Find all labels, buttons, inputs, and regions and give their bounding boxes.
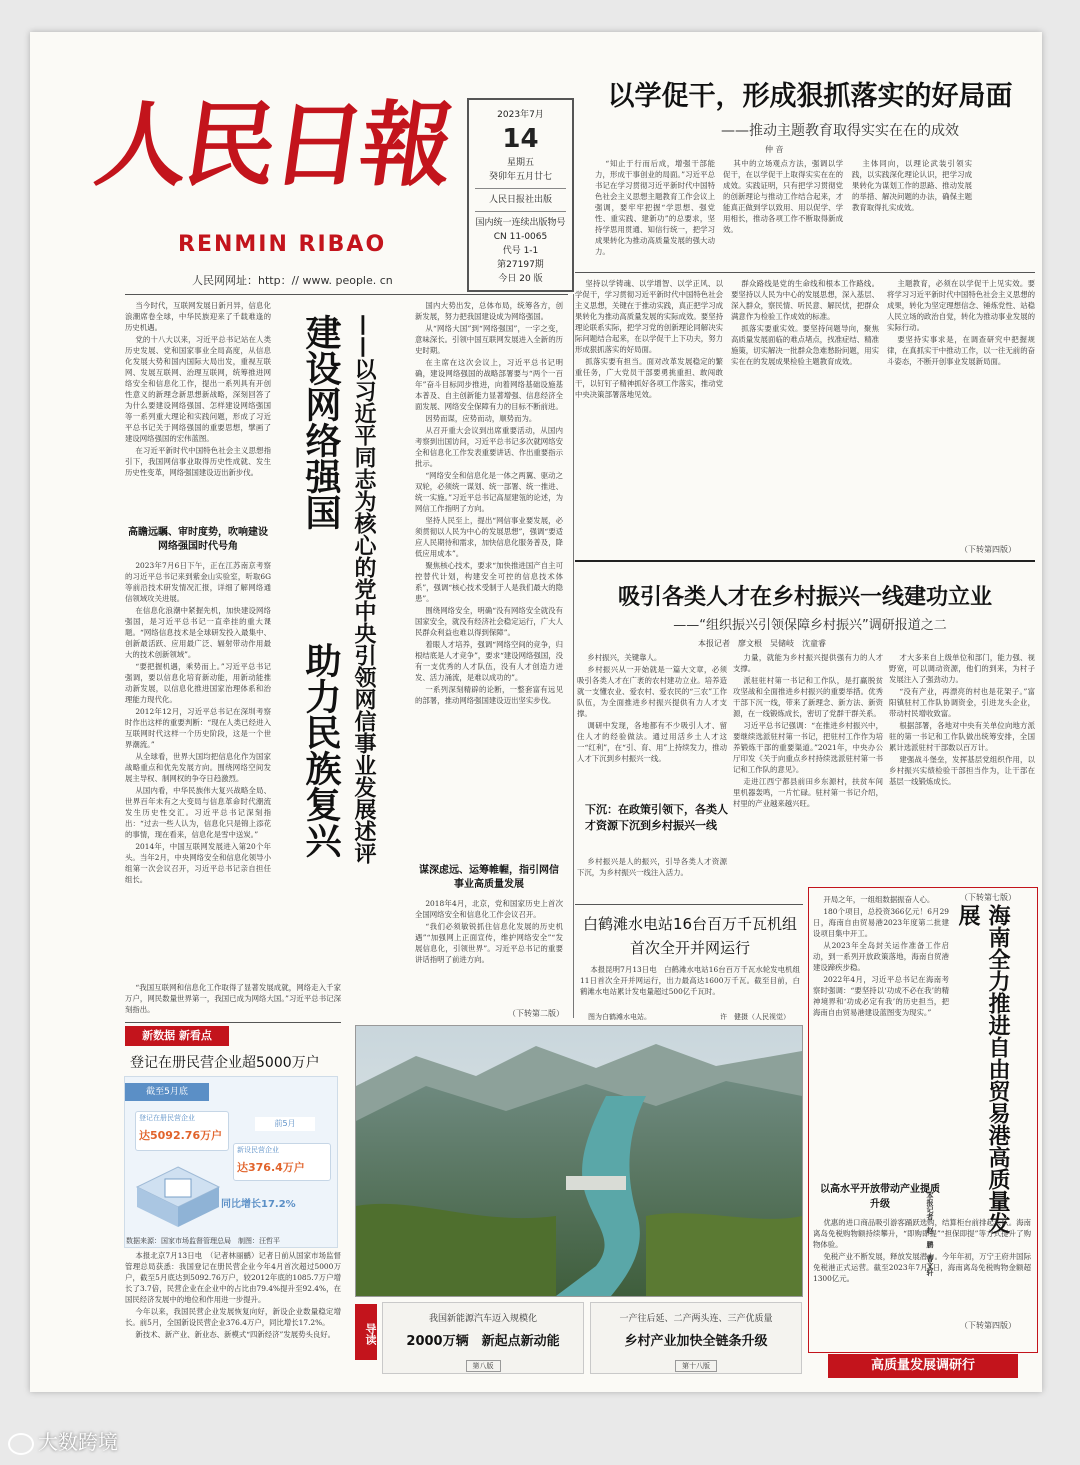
hydro-text: 本报昆明7月13日电 白鹤滩水电站16台百万千瓦水轮发电机组11日首次全开并网运行，出力最高达1600万千瓦。截至目前，白鹤滩水电站累计发电量超过500亿千瓦时。 [580, 965, 800, 996]
lead-author: 仲 音 [765, 145, 784, 154]
guide-item-2-page[interactable]: 第十八版 [675, 1360, 717, 1372]
main-col1-b: 2023年7月6日下午，正在江苏南京考察的习近平总书记来到紫金山实验室，听取6G等前沿技术研发情况汇报，详细了解网络通信领域攻关进展。 在信息化浪潮中紧握先机，加快建设网络强国，是习近平总书记一直牵挂的重大课题。“网络信息技术是全球研发投入最集中、创新最活跃、应用最广泛、辐射带动作用最大的技术创新领域”。 “要把握机遇，乘势而上。”习近平总书记强调，要以信息化培育新动能，用新动能推动新发展，以信息化推进国家治理体系和治理能力现代化。 2012年12月，习近平总书记在深圳考察时作出这样的重要判断：“现在人类已经进入互联网时代这样一个历史阶段，这是一个世界潮流。” 从全球看，世界大国均把信息化作为国家战略重点和优先发展方向。围绕网络空间发展主导权、制网权的争夺日趋激烈。 从国内看，中华民族伟大复兴战略全局、世界百年未有之大变局与信息革命时代潮流发生历史性交汇。习近平总书记深刻指出：“过去一些人认为，信息化只是锦上添花的事情，现在看来，信息化是雪中送炭。” 2014年，中国互联网发展进入第20个年头。当年2月，中央网络安全和信息化领导小组第一次会议召开，习近平总书记亲自担任组长。 [125, 561, 271, 884]
lead-col5: 群众路线是党的生命线和根本工作路线。要坚持以人民为中心的发展思想，深入基层、深入群众，察民情、听民意、解民忧，把群众满意作为检验工作成效的标准。 抓落实要重实效。要坚持问题导向，聚焦高质量发展面临的难点堵点，找准症结、精准施策，切实解决一批群众急难愁盼问题，用实实在在的发展成果检验主题教育成效。 [731, 279, 879, 366]
guide-item-2-line2: 乡村产业加快全链条升级 [624, 1334, 768, 1349]
chart-label-2: 前5月 [255, 1117, 315, 1131]
hainan-title: 海南全力推进自由贸易港高质量发展 [955, 904, 1010, 1234]
watermark-logo-icon [8, 1433, 34, 1455]
main-title-a: 建设网络强国 [300, 314, 341, 530]
main-col2-b: 2018年4月，北京，党和国家历史上首次全国网络安全和信息化工作会议召开。 “我们必须敏锐抓住信息化发展的历史机遇”“加强网上正面宣传，维护网络安全”“发展信息化，引领世界”。习近平总书记的重要讲话指明了前进方向。 [415, 899, 563, 964]
chart-label-4: 同比增长17.2% [221, 1199, 296, 1210]
hydro-title: 白鹤滩水电站16台百万千瓦机组首次全开并网运行 [582, 915, 798, 957]
data-chart [124, 1076, 338, 1248]
main-col1-c: “我国互联网和信息化工作取得了显著发展成就，网络走入千家万户，网民数量世界第一，我国已成为网络大国。”习近平总书记深刻指出。 [125, 983, 341, 1014]
lead-col4: 坚持以学铸魂、以学增智、以学正风、以学促干，学习贯彻习近平新时代中国特色社会主义思想，关键在于推动实践，真正把学习成果转化为推动高质量发展的实际成效。要坚持理论联系实际，把学习党的创新理论同解决实际问题结合起来，在以学促干上下功夫，努力形成狠抓落实的好局面。 抓落实要有担当。面对改革发展稳定的繁重任务，广大党员干部要勇挑重担、敢闯敢干，以钉钉子精神抓好各项工作落实，推动党中央决策部署落地见效。 [575, 279, 723, 399]
main-title-b: 助力民族复兴 [300, 642, 341, 858]
rural-col2: 力量，就能为乡村振兴提供强有力的人才支撑。 派驻驻村第一书记和工作队，是打赢脱贫攻坚战和全面推进乡村振兴的重要举措。优秀干部下沉一线，带来了新理念、新方法、新资源，在一线锻炼成长，密切了党群干群关系。 习近平总书记强调：“在推进乡村振兴中，要继续选派驻村第一书记，把驻村工作作为培养锻炼干部的重要渠道。”2021年，中央办公厅印发《关于向重点乡村持续选派驻村第一书记和工作队的意见》。 走进江西宁都县前田乡东源村，扶贫车间里机器轰鸣，一片忙碌。驻村第一书记介绍，村里的产业越来越兴旺。 [733, 653, 883, 808]
lead-subtitle: ——推动主题教育取得实实在在的成效 [721, 123, 959, 139]
chart-label-3: 新设民营企业 [237, 1146, 279, 1154]
pub-code-2: CN 11-0065 [493, 232, 548, 242]
main-more: （下转第二版） [508, 1009, 564, 1018]
website-url: 人民网网址：http：// www. people. cn [192, 274, 393, 287]
lead-col2: 其中的立场观点方法，强调以学促干，在以学促干上取得实实在在的成效。实践证明，只有把学习贯彻党的创新理论与推动工作结合起来，才能真正做到学以致用、用以促学、学用相长，推动各项工作不断取得新成效。 [723, 159, 843, 234]
hainan-col2: 优惠的进口商品吸引游客踊跃选购，结算柜台前排起长队。海南离岛免税购物额持续攀升，“即购即提”“担保即提”等方式提升了购物体验。 免税产业不断发展，释放发展潜力。今年年初，万宁王府井国际免税港正式运营。截至2023年7月1日，海南离岛免税购物金额超1300亿元。 [813, 1218, 1031, 1283]
guide-item-2-line1: 一产往后延、二产两头连、三产优质量 [619, 1314, 773, 1324]
guide-tag: 导读 [355, 1304, 377, 1360]
page-count: 今日 20 版 [498, 274, 543, 284]
rural-col3: 才大多来自上级单位和部门，能力强、视野宽，可以调动资源，他们的到来，为村子发展注入了强劲动力。 “没有产业，再漂亮的村也是花架子。”富阳镇驻村工作队协调资金，引进龙头企业，带动村民增收致富。 根据部署，各地对中央有关单位向地方派驻的第一书记和工作队做出统筹安排，全国累计选派驻村干部数以百万计。 建强战斗堡垒，发挥基层党组织作用，以乡村振兴实绩检验干部担当作为，让干部在基层一线锻炼成长。 [889, 653, 1035, 786]
lead-col1: “知止于行而后成，增强干部能力，形成干事创业的局面。”习近平总书记在学习贯彻习近平新时代中国特色社会主义思想主题教育工作会议上强调，要牢牢把握“学思想、强党性、重实践、建新功”的总要求，坚持学思用贯通、知信行统一，把学习成果转化为推动高质量发展的强大动力。 [595, 159, 715, 256]
date-lunar: 癸卯年五月廿七 [488, 172, 552, 182]
lead-col3: 主体同向，以理论武装引领实践，以实践深化理论认识，把学习成果转化为谋划工作的思路、推动发展的举措、解决问题的办法，确保主题教育取得扎实成效。 [852, 159, 972, 212]
hydro-credit: 许 健摄（人民视觉） [720, 1013, 790, 1021]
newspaper-page [30, 32, 1042, 1392]
issue-number: 第27197期 [497, 260, 544, 270]
masthead-pinyin: RENMIN RIBAO [178, 232, 387, 257]
data-text: 本报北京7月13日电 （记者林丽鹂）记者日前从国家市场监督管理总局获悉：我国登记在册民营企业今年4月首次超过5000万户，截至5月底达到5092.76万户，较2012年底的1085.7万户增长了3.7倍，民营企业在企业中的占比由79.4%提升至92.4%，在国民经济发展中的地位和作用进一步提升。 今年以来，我国民营企业发展恢复向好，新设企业数量稳定增长。前5月，全国新设民营企业376.4万户，同比增长17.2%。 新技术、新产业、新业态、新模式“四新经济”发展势头良好。 [125, 1251, 341, 1339]
masthead-logo: 人民日報 [89, 91, 457, 199]
guide-item-1-page[interactable]: 第八版 [466, 1360, 501, 1372]
publisher: 人民日报社出版 [488, 195, 552, 205]
rural-subtitle: ——“组织振兴引领保障乡村振兴”调研报道之二 [673, 618, 947, 633]
rural-pull-quote: 下沉：在政策引领下，各类人才资源下沉到乡村振兴一线 [585, 803, 728, 832]
hainan-badge: 高质量发展调研行 [828, 1354, 1018, 1378]
main-sub1: 高瞻远瞩、审时度势，吹响建设网络强国时代号角 [128, 527, 268, 552]
date-year-month: 2023年7月 [497, 110, 544, 120]
rural-col1: 乡村振兴，关键靠人。 乡村振兴从一开始就是一篇大文章，必须吸引各类人才在广袤的农村建功立业。培养造就一支懂农业、爱农村、爱农民的“三农”工作队伍，为全面推进乡村振兴提供有力人才支撑。 调研中发现，各地都有不少吸引人才、留住人才的经验做法。通过用活乡土人才这一“红利”，在“引、育、用”上持续发力，推动人才下沉到乡村振兴一线。 [577, 653, 727, 763]
main-col1-a: 当今时代，互联网发展日新月异，信息化浪潮席卷全球，中华民族迎来了千载难逢的历史机遇。 党的十八大以来，习近平总书记站在人类历史发展、党和国家事业全局高度，从信息化发展大势和国内国际大局出发，重视互联网、发展互联网、治理互联网，统筹推进网络安全和信息化工作，提出一系列具有开创性意义的新理念新思想新战略，深刻回答了为什么要建设网络强国、怎样建设网络强国等一系列重大理论和实践问题，形成了习近平总书记关于网络强国的重要思想，擘画了建设网络强国的宏伟蓝图。 在习近平新时代中国特色社会主义思想指引下，我国网信事业取得历史性成就、发生历史性变革，网络强国建设迈出新步伐。 [125, 301, 271, 477]
data-source: 数据来源：国家市场监督管理总局 制图：汪哲平 [126, 1237, 280, 1245]
hydro-photo [355, 1025, 803, 1297]
hainan-sub: 以高水平开放带动产业提质升级 [820, 1184, 940, 1210]
chart-value-1: 达5092.76万户 [139, 1129, 223, 1142]
chart-ribbon: 截至5月底 [125, 1083, 209, 1101]
guide-item-1-line1: 我国新能源汽车迈入规模化 [428, 1314, 537, 1324]
date-day: 14 [502, 124, 539, 154]
chart-label-1: 登记在册民营企业 [139, 1114, 195, 1122]
data-section-tag: 新数据 新看点 [125, 1026, 229, 1046]
rural-more: （下转第七版） [960, 893, 1016, 902]
hainan-more: （下转第四版） [960, 1321, 1016, 1330]
lead-col6: 主题教育，必须在以学促干上见实效。要将学习习近平新时代中国特色社会主义思想的成果，转化为坚定理想信念、锤炼党性、站稳人民立场的政治自觉，转化为推动事业发展的实际行动。 要坚持实事求是，在调查研究中把握规律，在真抓实干中推动工作，以一往无前的奋斗姿态，不断开创事业发展新局面。 [887, 279, 1035, 366]
date-box [467, 98, 574, 292]
hainan-col1: 开局之年，一组组数据振奋人心。 180个项目，总投资366亿元！6月29日，海南自由贸易港2023年度第二批建设项目集中开工。 从2023年全岛封关运作准备工作启动，到一系列开放政策落地，海南自贸港建设蹄疾步稳。 2022年4月，习近平总书记在海南考察时强调：“要坚持以‘功成不必在我’的精神境界和‘功成必定有我’的历史担当，把海南自由贸易港建设蓝图变为现实。” [813, 895, 949, 1017]
guide-item-1-line2: 2000万辆 新起点新动能 [406, 1334, 560, 1349]
data-section-title: 登记在册民营企业超5000万户 [130, 1055, 320, 1071]
main-col2: 国内大势出发，总体布局，统筹各方，创新发展，努力把我国建设成为网络强国。 从“网络大国”到“网络强国”，一字之变，意味深长。引领中国互联网发展进入全新的历史时期。 在主席在这次会议上，习近平总书记明确，建设网络强国的战略部署要与“两个一百年”奋斗目标同步推进，向着网络基础设施基本普及、自主创新能力显著增强、信息经济全面发展、网络安全保障有力的目标不断前进。 因势而谋，应势而动，顺势而为。 从召开重大会议到出席重要活动，从国内考察到出国访问，习近平总书记多次就网络安全和信息化工作发表重要讲话、作出重要指示批示。 “网络安全和信息化是一体之两翼、驱动之双轮，必须统一谋划、统一部署、统一推进、统一实施。”习近平总书记高屋建瓴的论述，为网信工作指明了方向。 坚持人民至上，提出“网信事业要发展，必须贯彻以人民为中心的发展思想”，强调“要适应人民期待和需求，加快信息化服务普及，降低应用成本”。 聚焦核心技术，要求“加快推进国产自主可控替代计划，构建安全可控的信息技术体系”，强调“核心技术受制于人是我们最大的隐患”。 围绕网络安全，明确“没有网络安全就没有国家安全，就没有经济社会稳定运行，广大人民群众利益也难以得到保障”。 着眼人才培养，强调“网络空间的竞争，归根结底是人才竞争”，要求“建设网络强国，没有一支优秀的人才队伍，没有人才创造力迸发、活力涌流，是难以成功的”。 一系列深刻精辟的论断，一整套富有远见的部署，推动网络强国建设迈出坚实步伐。 [415, 301, 563, 705]
store-illustration [135, 1161, 221, 1231]
main-subtitle: ——以习近平同志为核心的党中央引领网信事业发展述评 [351, 314, 376, 864]
rural-col1-b: 乡村振兴是人的振兴，引导各类人才资源下沉，为乡村振兴一线注入活力。 [577, 857, 727, 877]
chart-value-3: 达376.4万户 [237, 1161, 305, 1174]
pub-code-3: 代号 1-1 [502, 246, 539, 256]
guide-item-1[interactable] [382, 1302, 584, 1374]
guide-item-2[interactable] [590, 1302, 802, 1374]
lead-more: （下转第四版） [960, 545, 1016, 554]
main-sub2: 谋深虑远、运筹帷幄，指引网信事业高质量发展 [419, 865, 559, 890]
pub-code-1: 国内统一连续出版物号 [475, 218, 566, 228]
hainan-authors: 本报记者 赵 鹏 曹文轩 [926, 1192, 934, 1276]
watermark: 大数跨境 [8, 1426, 118, 1455]
rural-authors: 本报记者 廖文根 吴储岐 沈童睿 [698, 639, 826, 648]
lead-title: 以学促干，形成狠抓落实的好局面 [607, 81, 1013, 112]
date-weekday: 星期五 [506, 158, 534, 168]
hydro-caption: 图为白鹤滩水电站。 [588, 1013, 651, 1021]
rural-title: 吸引各类人才在乡村振兴一线建功立业 [617, 585, 992, 610]
